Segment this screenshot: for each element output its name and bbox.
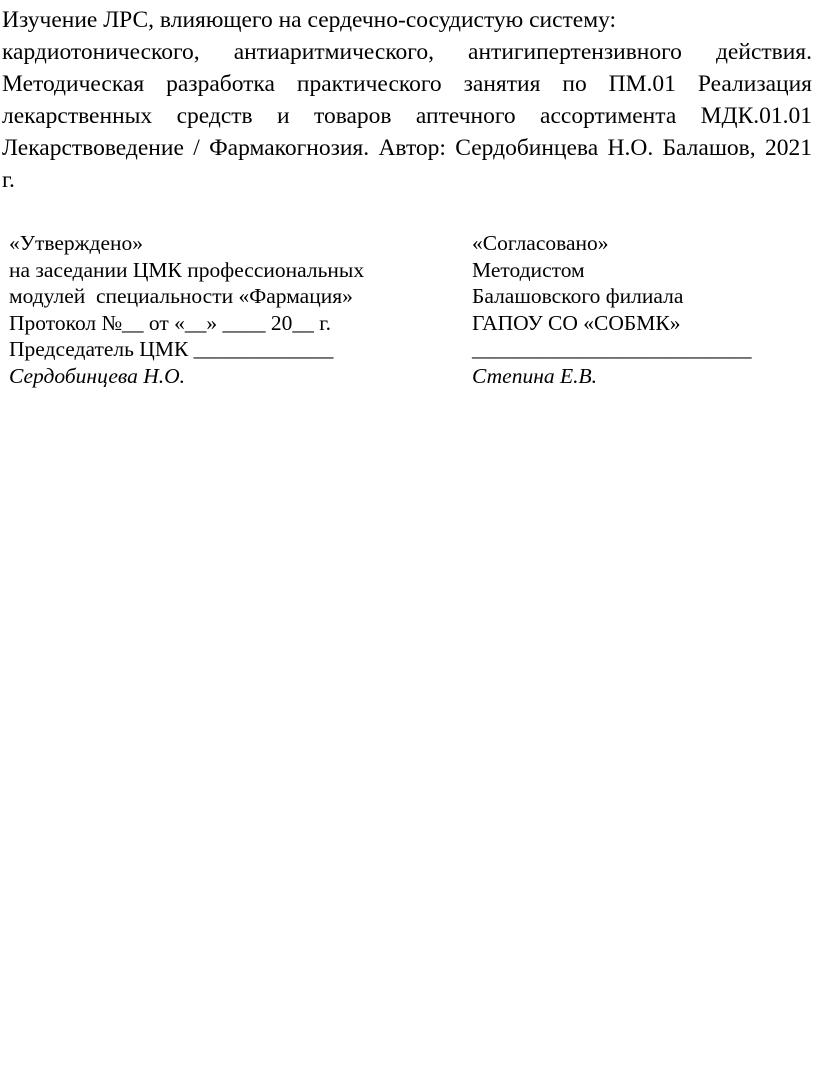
intro-line: Лекарствоведение / Фармакогнозия. Автор: Сердобинцева Н.О. Балашов, 2021 — [2, 135, 812, 161]
agreed-heading: «Согласовано» — [472, 231, 609, 255]
document-intro — [2, 4, 812, 196]
agreed-line: Балашовского филиала — [472, 284, 684, 308]
approved-line: модулей специальности «Фармация» — [9, 284, 353, 308]
approved-heading: «Утверждено» — [9, 231, 144, 255]
agreed-block — [472, 230, 802, 389]
approved-protocol: Протокол №__ от «__» ____ 20__ г. — [9, 310, 332, 335]
approved-line: на заседании ЦМК профессиональных — [9, 257, 365, 282]
agreed-line: Методистом — [472, 257, 585, 282]
agreed-organization: ГАПОУ СО «СОБМК» — [472, 310, 681, 335]
agreed-signature-line: __________________________ — [472, 337, 752, 361]
intro-line: Изучение ЛРС, влияющего на сердечно-сосудистую систему: — [2, 7, 617, 33]
approved-chair-signature: Председатель ЦМК _____________ — [9, 337, 334, 361]
intro-line: кардиотонического, антиаритмического, антигипертензивного действия. — [2, 39, 812, 65]
intro-line: Методическая разработка практического занятия по ПМ.01 Реализация — [2, 71, 812, 97]
intro-line: г. — [2, 167, 15, 193]
approved-block — [9, 230, 429, 389]
intro-line: лекарственных средств и товаров аптечного ассортимента МДК.01.01 — [2, 103, 812, 129]
approved-signatory-name: Сердобинцева Н.О. — [9, 363, 186, 388]
agreed-signatory-name: Степина Е.В. — [472, 363, 598, 388]
